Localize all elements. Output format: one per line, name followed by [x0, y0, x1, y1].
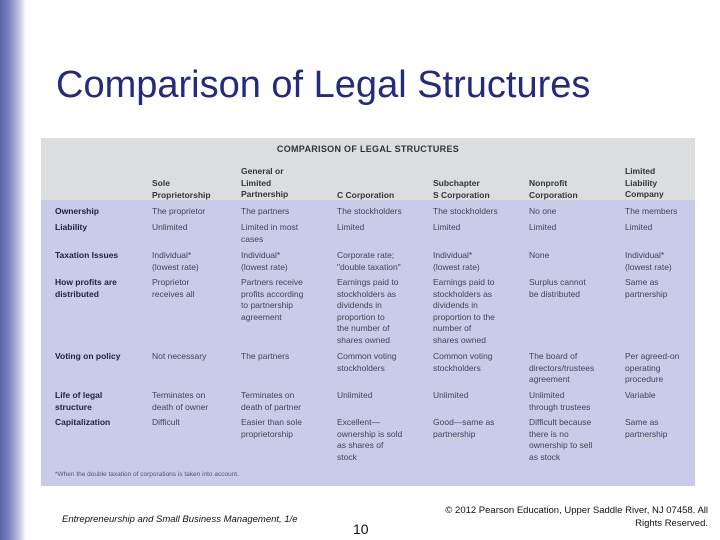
table-cell: Unlimited through trustees — [529, 390, 591, 412]
slide-title: Comparison of Legal Structures — [56, 64, 591, 106]
column-header-s-corporation: Subchapter S Corporation — [433, 178, 490, 200]
table-cell: Unlimited — [433, 390, 469, 400]
table-cell: Same as partnership — [625, 417, 668, 439]
table-cell: The members — [625, 206, 678, 216]
table-cell: Excellent— ownership is sold as shares of stock — [337, 417, 403, 462]
table-cell: Difficult because there is no ownership to sell as stock — [529, 417, 593, 462]
table-cell: Individual* (lowest rate) — [152, 250, 199, 272]
table-cell: The partners — [241, 351, 290, 361]
table-cell: Surplus cannot be distributed — [529, 277, 586, 299]
table-cell: Proprietor receives all — [152, 277, 195, 299]
row-label-life: Life of legal structure — [55, 390, 103, 412]
column-header-sole-proprietorship: Sole Proprietorship — [152, 178, 211, 200]
table-cell: Individual* (lowest rate) — [625, 250, 672, 272]
table-cell: The board of directors/trustees agreement — [529, 351, 595, 385]
table-cell: Partners receive profits according to partnership agreement — [241, 277, 304, 322]
column-header-partnership: General or Limited Partnership — [241, 166, 289, 200]
row-label-liability: Liability — [55, 222, 88, 232]
table-cell: Terminates on death of partner — [241, 390, 302, 412]
table-cell: Individual* (lowest rate) — [241, 250, 288, 272]
table-cell: Earnings paid to stockholders as dividends in proportion to the number of shares owned — [337, 277, 399, 345]
page-number: 10 — [353, 521, 369, 537]
footer-book-title: Entrepreneurship and Small Business Management, 1/e — [62, 514, 298, 525]
table-title: COMPARISON OF LEGAL STRUCTURES — [41, 138, 695, 160]
footer-copyright: © 2012 Pearson Education, Upper Saddle River, NJ 07458. All Rights Reserved. — [445, 505, 708, 529]
table-cell: Per agreed-on operating procedure — [625, 351, 680, 385]
table-cell: Limited — [337, 222, 365, 232]
column-header-c-corporation: C Corporation — [337, 190, 395, 200]
row-label-taxation: Taxation Issues — [55, 250, 119, 260]
column-header-llc: Limited Liability Company — [625, 166, 664, 200]
table-cell: Good—same as partnership — [433, 417, 495, 439]
table-cell: The stockholders — [433, 206, 498, 216]
table-cell: The proprietor — [152, 206, 206, 216]
table-cell: Variable — [625, 390, 656, 400]
table-footnote: *When the double taxation of corporations is taken into account. — [55, 471, 239, 478]
table-cell: Common voting stockholders — [433, 351, 493, 373]
table-cell: Limited — [625, 222, 653, 232]
table-cell: The partners — [241, 206, 290, 216]
row-label-profits: How profits are distributed — [55, 277, 117, 299]
table-cell: The stockholders — [337, 206, 402, 216]
table-cell: Not necessary — [152, 351, 207, 361]
table-cell: None — [529, 250, 550, 260]
row-label-ownership: Ownership — [55, 206, 99, 216]
table-cell: Terminates on death of owner — [152, 390, 209, 412]
table-cell: Limited — [433, 222, 461, 232]
table-cell: Unlimited — [337, 390, 373, 400]
table-cell: Easier than sole proprietorship — [241, 417, 302, 439]
row-label-capitalization: Capitalization — [55, 417, 111, 427]
table-cell: Common voting stockholders — [337, 351, 397, 373]
table-cell: Earnings paid to stockholders as dividends in proportion to the number of shares owned — [433, 277, 495, 345]
comparison-table-figure — [41, 138, 695, 486]
table-cell: Unlimited — [152, 222, 188, 232]
table-cell: No one — [529, 206, 557, 216]
table-cell: Individual* (lowest rate) — [433, 250, 480, 272]
column-header-nonprofit: Nonprofit Corporation — [529, 178, 578, 200]
table-cell: Limited — [529, 222, 557, 232]
row-label-voting: Voting on policy — [55, 351, 121, 361]
table-cell: Difficult — [152, 417, 180, 427]
table-cell: Limited in most cases — [241, 222, 299, 244]
decorative-side-bar — [0, 0, 26, 540]
table-cell: Same as partnership — [625, 277, 668, 299]
table-cell: Corporate rate; "double taxation" — [337, 250, 401, 272]
